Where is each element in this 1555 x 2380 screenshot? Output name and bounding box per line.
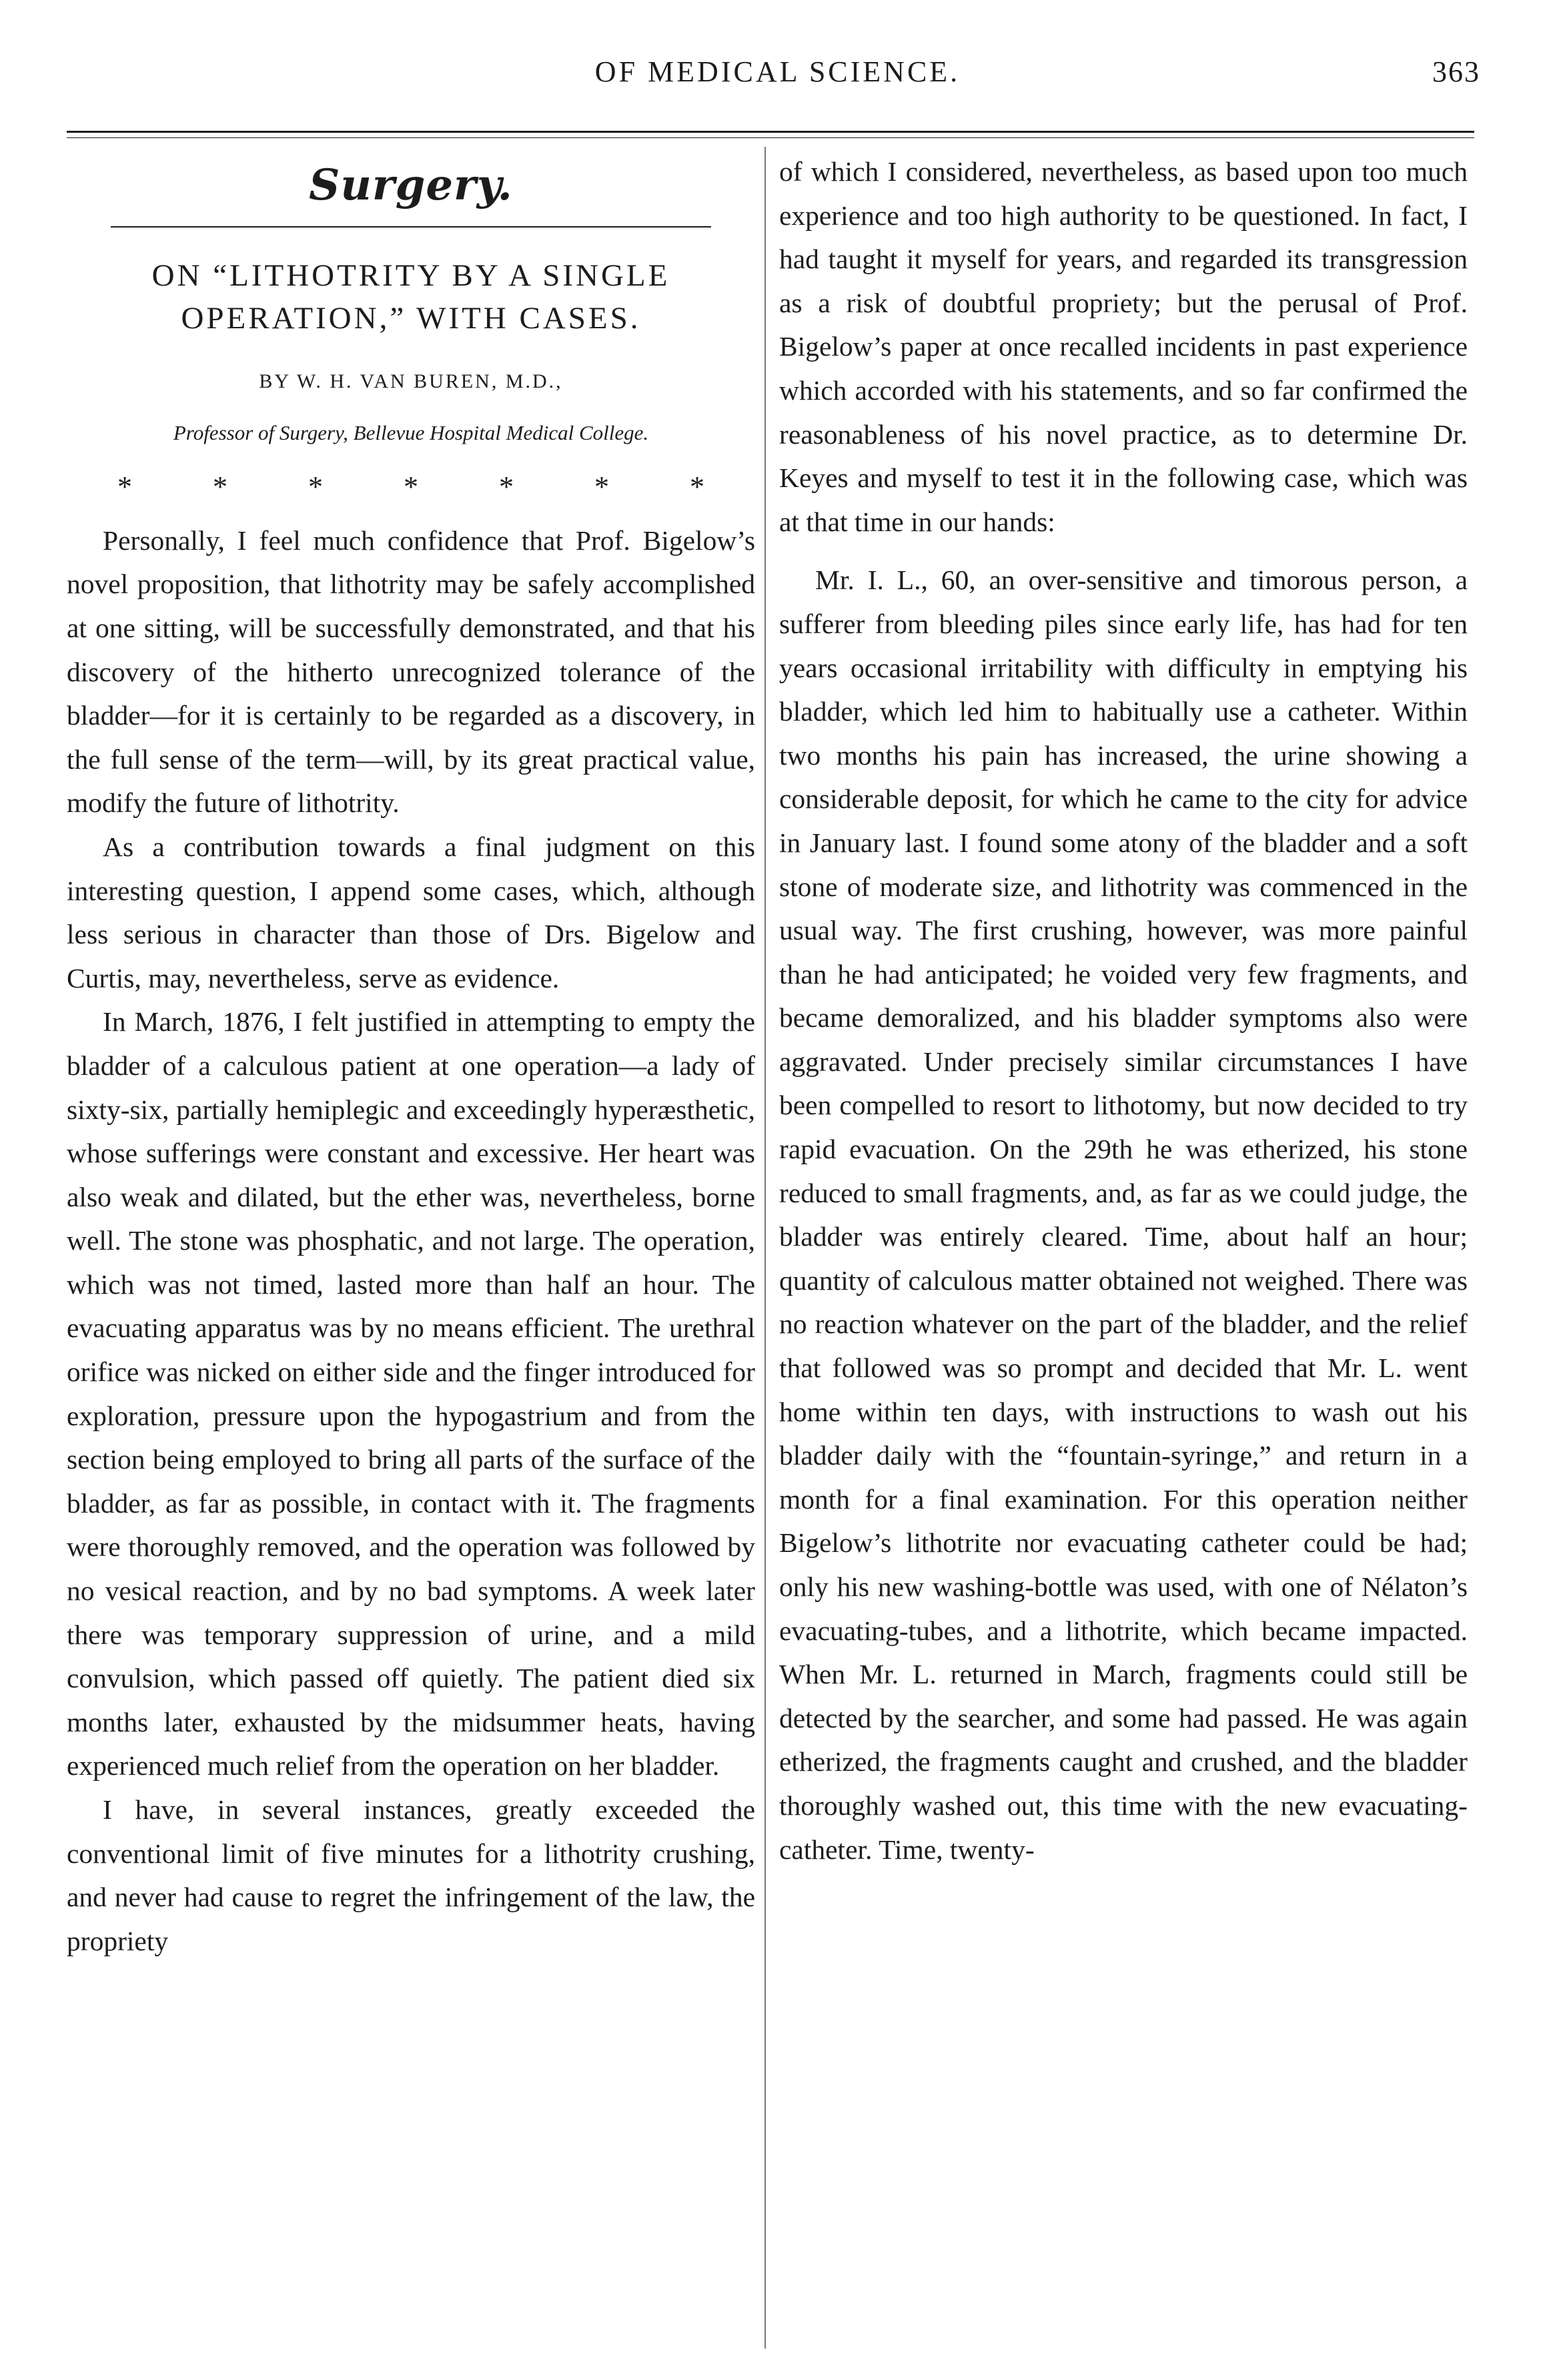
running-title: OF MEDICAL SCIENCE. xyxy=(594,55,961,88)
header-rule xyxy=(67,131,1474,133)
author-byline: BY W. H. VAN BUREN, M.D., xyxy=(259,370,563,392)
body-paragraph: of which I considered, nevertheless, as based upon too much experience and too high authority to be questioned. In fact, I had taught it myself for years, and regarded its transgression as a risk of doubtful propriety; but the perusal of Prof. Bigelow’s paper at once recalled incidents in past experience which accorded with his statements, and so far confirmed the reasonableness of his novel practice, as to determine Dr. Keyes and myself to test it in the following case, which was at that time in our hands: xyxy=(779,156,1468,537)
body-paragraph: In March, 1876, I felt justified in attempting to empty the bladder of a calculous patient at one operation—a lady of sixty-six, partially hemiplegic and exceedingly hyperæsthetic, whose sufferings were constant and excessive. Her heart was also weak and dilated, but the ether was, nevertheless, borne well. The stone was phosphatic, and not large. The operation, which was not timed, lasted more than half an hour. The evacuating apparatus was by no means efficient. The urethral orifice was nicked on either side and the finger introduced for exploration, pressure upon the hypogastrium and from the section being employed to bring all parts of the surface of the bladder, as far as possible, in contact with it. The fragments were thoroughly removed, and the operation was followed by no vesical reaction, and by no bad symptoms. A week later there was temporary suppression of urine, and a mild convulsion, which passed off quietly. The patient died six months later, exhausted by the midsummer heats, having experienced much relief from the operation on her bladder. xyxy=(67,1006,755,1781)
section-heading: Surgery. xyxy=(309,160,513,210)
body-paragraph: Personally, I feel much confidence that Prof. Bigelow’s novel proposition, that lithotrity may be safely accomplished at one sitting, will be successfully demonstrated, and that his discovery of the hitherto unrecognized tolerance of the bladder—for it is certainly to be regarded as a discovery, in the full sense of the term—will, by its great practical value, modify the future of lithotrity. xyxy=(67,524,755,819)
asterisk-separator xyxy=(117,467,704,507)
left-column xyxy=(67,150,755,1963)
section-rule xyxy=(111,226,711,228)
right-column xyxy=(779,150,1468,1872)
asterisk: * xyxy=(499,470,514,503)
asterisk: * xyxy=(404,470,418,503)
body-paragraph: As a contribution towards a final judgment on this interesting question, I append some cases, which, although less serious in character than those of Drs. Bigelow and Curtis, may, nevertheless, serve as evidence. xyxy=(67,831,755,994)
case-paragraph: Mr. I. L., 60, an over-sensitive and timorous person, a sufferer from bleeding piles since early life, has had for ten years occasional irritability with difficulty in emptying his bladder, which led him to habitually use a catheter. Within two months his pain has increased, the urine showing a considerable deposit, for which he came to the city for advice in January last. I found some atony of the bladder and a soft stone of moderate size, and lithotrity was commenced in the usual way. The first crushing, however, was more painful than he had anticipated; he voided very few fragments, and became demoralized, and his bladder symptoms also were aggravated. Under precisely similar circumstances I have been compelled to resort to lithotomy, but now decided to try rapid evacuation. On the 29th he was etherized, his stone reduced to small fragments, and, as far as we could judge, the bladder was entirely cleared. Time, about half an hour; quantity of calculous matter obtained not weighed. There was no reaction whatever on the part of the bladder, and the relief that followed was so prompt and decided that Mr. L. went home within ten days, with instructions to wash out his bladder daily with the “fountain-syringe,” and return in a month for a final examination. For this operation neither Bigelow’s lithotrite nor evacuating catheter could be had; only his new washing-bottle was used, with one of Nélaton’s evacuating-tubes, and a lithotrite, which became impacted. When Mr. L. returned in March, fragments could still be detected by the searcher, and some had passed. He was again etherized, the fragments caught and crushed, and the bladder thoroughly washed out, this time with the new evacuating-catheter. Time, twenty- xyxy=(779,564,1468,1865)
author-affiliation: Professor of Surgery, Bellevue Hospital Medical College. xyxy=(173,421,649,445)
asterisk: * xyxy=(594,470,609,503)
header-rule-thin xyxy=(67,137,1474,138)
asterisk: * xyxy=(308,470,323,503)
asterisk: * xyxy=(213,470,227,503)
asterisk: * xyxy=(690,470,704,503)
body-paragraph: I have, in several instances, greatly exceeded the conventional limit of five minutes for a lithotrity crushing, and never had cause to regret the infringement of the law, the propriety xyxy=(67,1794,755,1956)
asterisk: * xyxy=(117,470,132,503)
column-divider xyxy=(764,147,766,2349)
article-title: ON “LITHOTRITY BY A SINGLE OPERATION,” WITH CASES. xyxy=(151,258,670,336)
page-number: 363 xyxy=(1432,55,1480,88)
